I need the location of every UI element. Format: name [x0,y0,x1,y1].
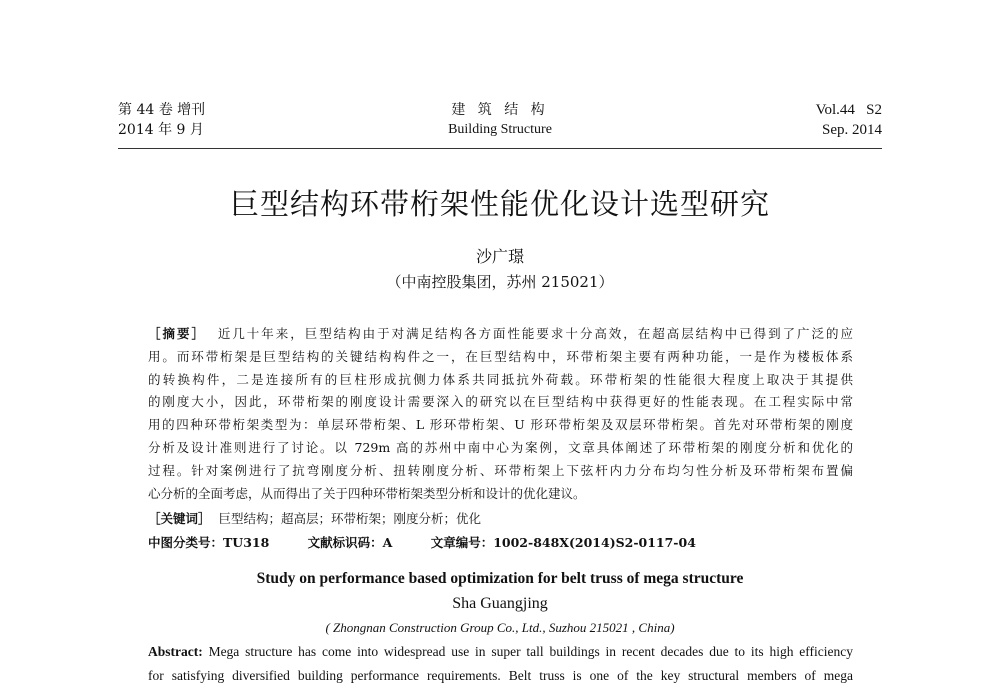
english-title: Study on performance based optimization for belt truss of mega structure [256,570,744,587]
abstract-line: 的刚度大小，因此，环带桁架的刚度设计需要深入的研究以在巨型结构中获得更好的性能表现。在工程实际中常 [148,394,853,410]
article-number: 文章编号：1002-848X(2014)S2-0117-04 [430,535,696,550]
journal-name-cn: 建 筑 结 构 [451,102,549,118]
affiliation: （中南控股集团，苏州 215021） [386,273,614,291]
abstract-line: 用。而环带桁架是巨型结构的关键结构构件之一，在巨型结构中，环带桁架主要有两种功能，一是作为楼板体系 [148,348,853,364]
journal-name [400,100,600,140]
paper-title: 巨型结构环带桁架性能优化设计选型研究 [229,187,770,221]
header-rule [118,148,882,149]
abstract-line: 心分析的全面考虑，从而得出了关于四种环带桁架类型分析和设计的优化建议。 [148,485,586,501]
journal-name-en: Building Structure [448,122,552,137]
volume-en: Vol.44 S2 [815,102,882,118]
abstract-line: 过程。针对案例进行了抗弯刚度分析、扭转刚度分析、环带桁架上下弦杆内力分布均匀性分析及环带桁架布置偏 [148,462,853,478]
abstract-en-line [148,640,853,664]
keywords [148,507,730,531]
keywords-and-classification [148,507,730,555]
abstract-line [148,323,853,346]
abstract-label: ［摘要］ [148,326,206,341]
abstract-en-line: for satisfying diversified building performance requirements. Belt truss is one of the key structural members of mega [148,668,853,683]
keywords-label: ［关键词］ [148,511,211,526]
document-code: 文献标识码：A [307,535,393,550]
abstract-text: 近几十年来，巨型结构由于对满足结构各方面性能要求十分高效，在超高层结构中已得到了广泛的应 [217,326,853,341]
volume-label: 第 44 卷 增刊 [118,102,206,118]
english-affiliation: ( Zhongnan Construction Group Co., Ltd., Suzhou 215021 , China) [325,620,675,635]
journal-issue [118,100,318,140]
journal-volume [682,100,882,140]
abstract-cn [148,323,853,505]
abstract-en [148,640,853,688]
abstract-en-text: Mega structure has come into widespread use in super tall buildings in recent decades due to its high efficiency [208,644,853,659]
clc-number: 中图分类号：TU318 [148,535,270,550]
abstract-en-label: Abstract: [148,644,203,659]
abstract-line: 用的四种环带桁架类型为：单层环带桁架、L 形环带桁架、U 形环带桁架及双层环带桁架。首先对环带桁架的刚度 [148,417,853,433]
date-label: 2014 年 9 月 [118,122,204,138]
keywords-value: 巨型结构；超高层；环带桁架；刚度分析；优化 [218,511,481,526]
date-en: Sep. 2014 [822,122,882,138]
author: 沙广璟 [475,247,524,266]
english-author: Sha Guangjing [452,595,548,612]
classification [148,531,730,555]
abstract-line: 分析及设计准则进行了讨论。以 729m 高的苏州中南中心为案例，文章具体阐述了环带桁架的刚度分析和优化的 [148,439,853,455]
abstract-line: 的转换构件，二是连接所有的巨柱形成抗侧力体系共同抵抗外荷载。环带桁架的性能很大程度上取决于其提供 [148,371,853,387]
